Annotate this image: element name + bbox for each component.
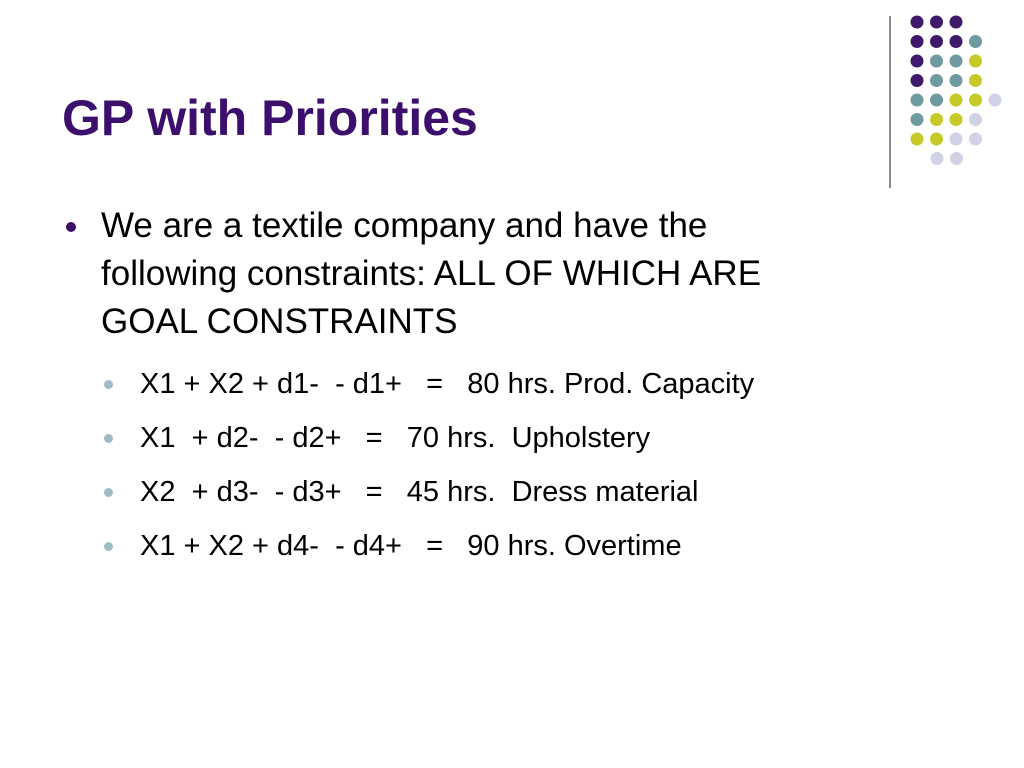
- decorative-dot: [950, 152, 963, 165]
- decorative-dot: [950, 74, 963, 87]
- sub-bullet-item: [0, 364, 1024, 404]
- sub-bullet-item: [0, 472, 1024, 512]
- decorative-dot: [930, 94, 943, 107]
- decorative-dot: [930, 55, 943, 68]
- decorative-dot: [911, 35, 924, 48]
- decorative-dot: [950, 35, 963, 48]
- main-bullet-line: We are a textile company and have the: [101, 206, 708, 245]
- decorative-dot: [969, 94, 982, 107]
- main-bullet-line: following constraints: ALL OF WHICH ARE: [101, 254, 762, 293]
- decorative-dot: [950, 94, 963, 107]
- sub-bullet-text: X1 + X2 + d1- - d1+ = 80 hrs. Prod. Capacity: [140, 368, 755, 400]
- sub-bullet-text: X1 + d2- - d2+ = 70 hrs. Upholstery: [140, 422, 651, 454]
- decorative-dot: [950, 113, 963, 126]
- main-bullet-text: [101, 202, 941, 346]
- sub-bullet-icon: [104, 380, 113, 389]
- decorative-dot: [950, 55, 963, 68]
- bullet-icon: [66, 222, 76, 232]
- decorative-dot: [930, 74, 943, 87]
- decorative-dot: [950, 133, 963, 146]
- title-divider: [889, 16, 891, 188]
- sub-bullet-icon: [104, 488, 113, 497]
- decorative-dot: [950, 16, 963, 29]
- decorative-dot: [930, 133, 943, 146]
- decorative-dot: [969, 55, 982, 68]
- decorative-dot: [911, 55, 924, 68]
- decorative-dot: [931, 152, 944, 165]
- sub-bullet-icon: [104, 542, 113, 551]
- main-bullet-line: GOAL CONSTRAINTS: [101, 302, 458, 341]
- sub-bullet-text: X1 + X2 + d4- - d4+ = 90 hrs. Overtime: [140, 530, 682, 562]
- decorative-dot: [911, 74, 924, 87]
- decorative-dot: [969, 133, 982, 146]
- decorative-dot: [930, 113, 943, 126]
- decorative-dot-grid: [0, 0, 1024, 200]
- decorative-dot: [969, 74, 982, 87]
- slide-title: GP with Priorities: [62, 90, 478, 146]
- decorative-dot: [911, 133, 924, 146]
- decorative-dot: [969, 35, 982, 48]
- sub-bullet-text: X2 + d3- - d3+ = 45 hrs. Dress material: [140, 476, 699, 508]
- sub-bullet-item: [0, 418, 1024, 458]
- decorative-dot: [911, 16, 924, 29]
- sub-bullet-icon: [104, 434, 113, 443]
- decorative-dot: [969, 113, 982, 126]
- decorative-dot: [989, 94, 1002, 107]
- decorative-dot: [930, 35, 943, 48]
- decorative-dot: [911, 113, 924, 126]
- sub-bullet-item: [0, 526, 1024, 566]
- decorative-dot: [911, 94, 924, 107]
- decorative-dot: [930, 16, 943, 29]
